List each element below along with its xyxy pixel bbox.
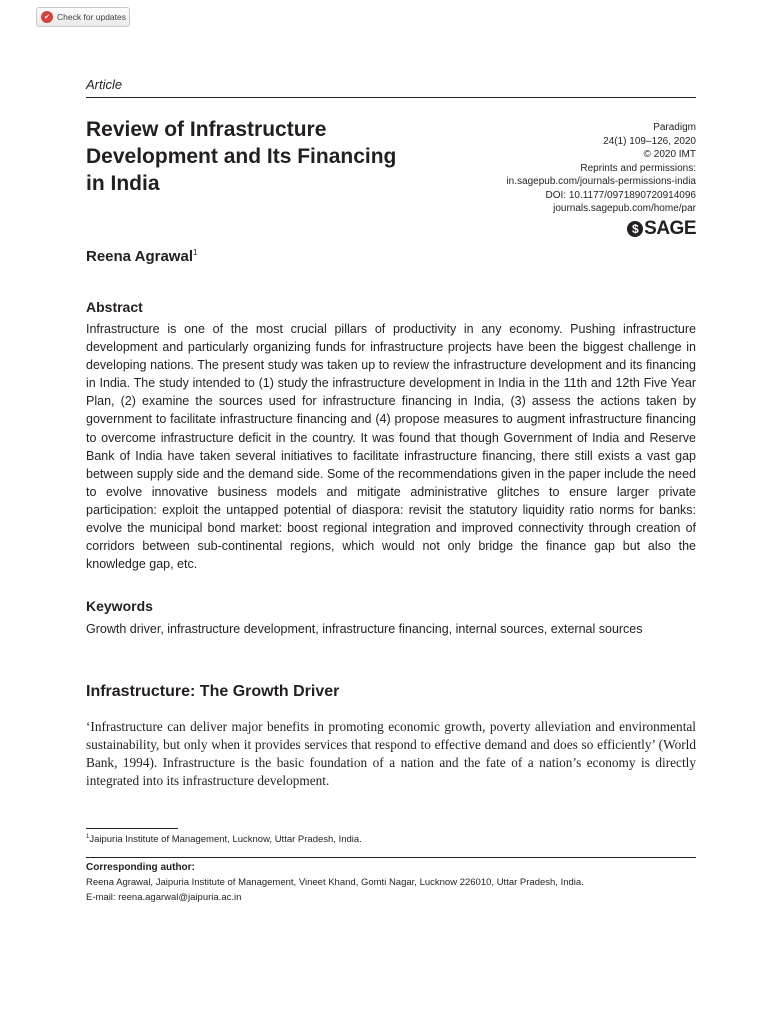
header-divider bbox=[86, 97, 696, 98]
journal-name: Paradigm bbox=[653, 122, 696, 133]
corresponding-divider bbox=[86, 857, 696, 858]
keywords-heading: Keywords bbox=[86, 598, 153, 614]
sage-logo bbox=[627, 218, 696, 240]
section-body: ‘Infrastructure can deliver major benefits in promoting economic growth, poverty alleviation and environmental sustainability, but only when it provides services that respond to effective demand and does so efficiently’ (World Bank, 1994). Infrastructure is the basic foundation of a nation and the fate of a nation’s economy is directly integrated into its infrastructure development. bbox=[86, 719, 696, 788]
reprints-link[interactable]: in.sagepub.com/journals-permissions-india bbox=[506, 176, 696, 187]
author-line bbox=[86, 248, 197, 265]
footnote-divider bbox=[86, 828, 178, 829]
sage-logo-text: SAGE bbox=[644, 218, 696, 239]
footnote bbox=[86, 834, 362, 845]
corresponding-address: Reena Agrawal, Jaipuria Institute of Management, Vineet Khand, Gomti Nagar, Lucknow 226010, Uttar Pradesh, India. bbox=[86, 877, 584, 888]
abstract-text: Infrastructure is one of the most crucial pillars of productivity in any economy. Pushing infrastructure development and particularly organizing funds for infrastructure projects have been the biggest challenge in developing nations. The present study was taken up to review the infrastructure development and its financing in India. The study intended to (1) study the infrastructure development in India in the 11th and 12th Five Year Plan, (2) examine the sources used for infrastructure financing in India, (3) assess the actions taken by government to facilitate infrastructure financing and (4) propose measures to augment infrastructure financing to overcome infrastructure deficit in the country. It was found that though Government of India and Reserve Bank of India have taken several initiatives to facilitate infrastructure financing, there still exists a vast gap between supply side and the demand side. Some of the recommendations given in the paper include the need to evolve innovative business models and mitigate administrative glitches to ensure larger private participation: exploit the untapped potential of diaspora: revisit the statutory liquidity ratio norms for banks: evolve the municipal bond market: boost regional integration and improved connectivity through creation of corridors between sub-continental regions, which would not only bridge the finance gap but also the knowledge gap, etc. bbox=[86, 322, 696, 572]
corresponding-heading: Corresponding author: bbox=[86, 862, 195, 873]
journal-link[interactable]: journals.sagepub.com/home/par bbox=[553, 203, 696, 214]
reprints-label: Reprints and permissions: bbox=[580, 162, 696, 174]
doi-link[interactable]: DOI: 10.1177/0971890720914096 bbox=[545, 189, 696, 201]
sage-logo-icon: $ bbox=[627, 221, 643, 237]
crossmark-icon: ✔ bbox=[41, 11, 53, 23]
check-for-updates-label: Check for updates bbox=[57, 12, 126, 22]
author-name: Reena Agrawal bbox=[86, 248, 193, 265]
keywords-text: Growth driver, infrastructure development, infrastructure financing, internal sources, external sources bbox=[86, 622, 643, 636]
paper-title: Review of Infrastructure Development and Its Financing in India bbox=[86, 118, 397, 195]
journal-volume: 24(1) 109–126, 2020 bbox=[603, 135, 696, 147]
check-for-updates-button[interactable] bbox=[36, 7, 130, 27]
journal-copyright: © 2020 IMT bbox=[643, 149, 696, 160]
abstract-heading: Abstract bbox=[86, 299, 143, 315]
journal-info bbox=[506, 121, 696, 216]
article-type-label: Article bbox=[86, 77, 123, 92]
section-heading: Infrastructure: The Growth Driver bbox=[86, 683, 340, 700]
footnote-text: Jaipuria Institute of Management, Lucknow, Uttar Pradesh, India. bbox=[89, 834, 362, 846]
footnote-mark: 1 bbox=[86, 834, 90, 840]
corresponding-email[interactable]: E-mail: reena.agarwal@jaipuria.ac.in bbox=[86, 892, 242, 903]
author-affil-mark: 1 bbox=[193, 248, 198, 257]
